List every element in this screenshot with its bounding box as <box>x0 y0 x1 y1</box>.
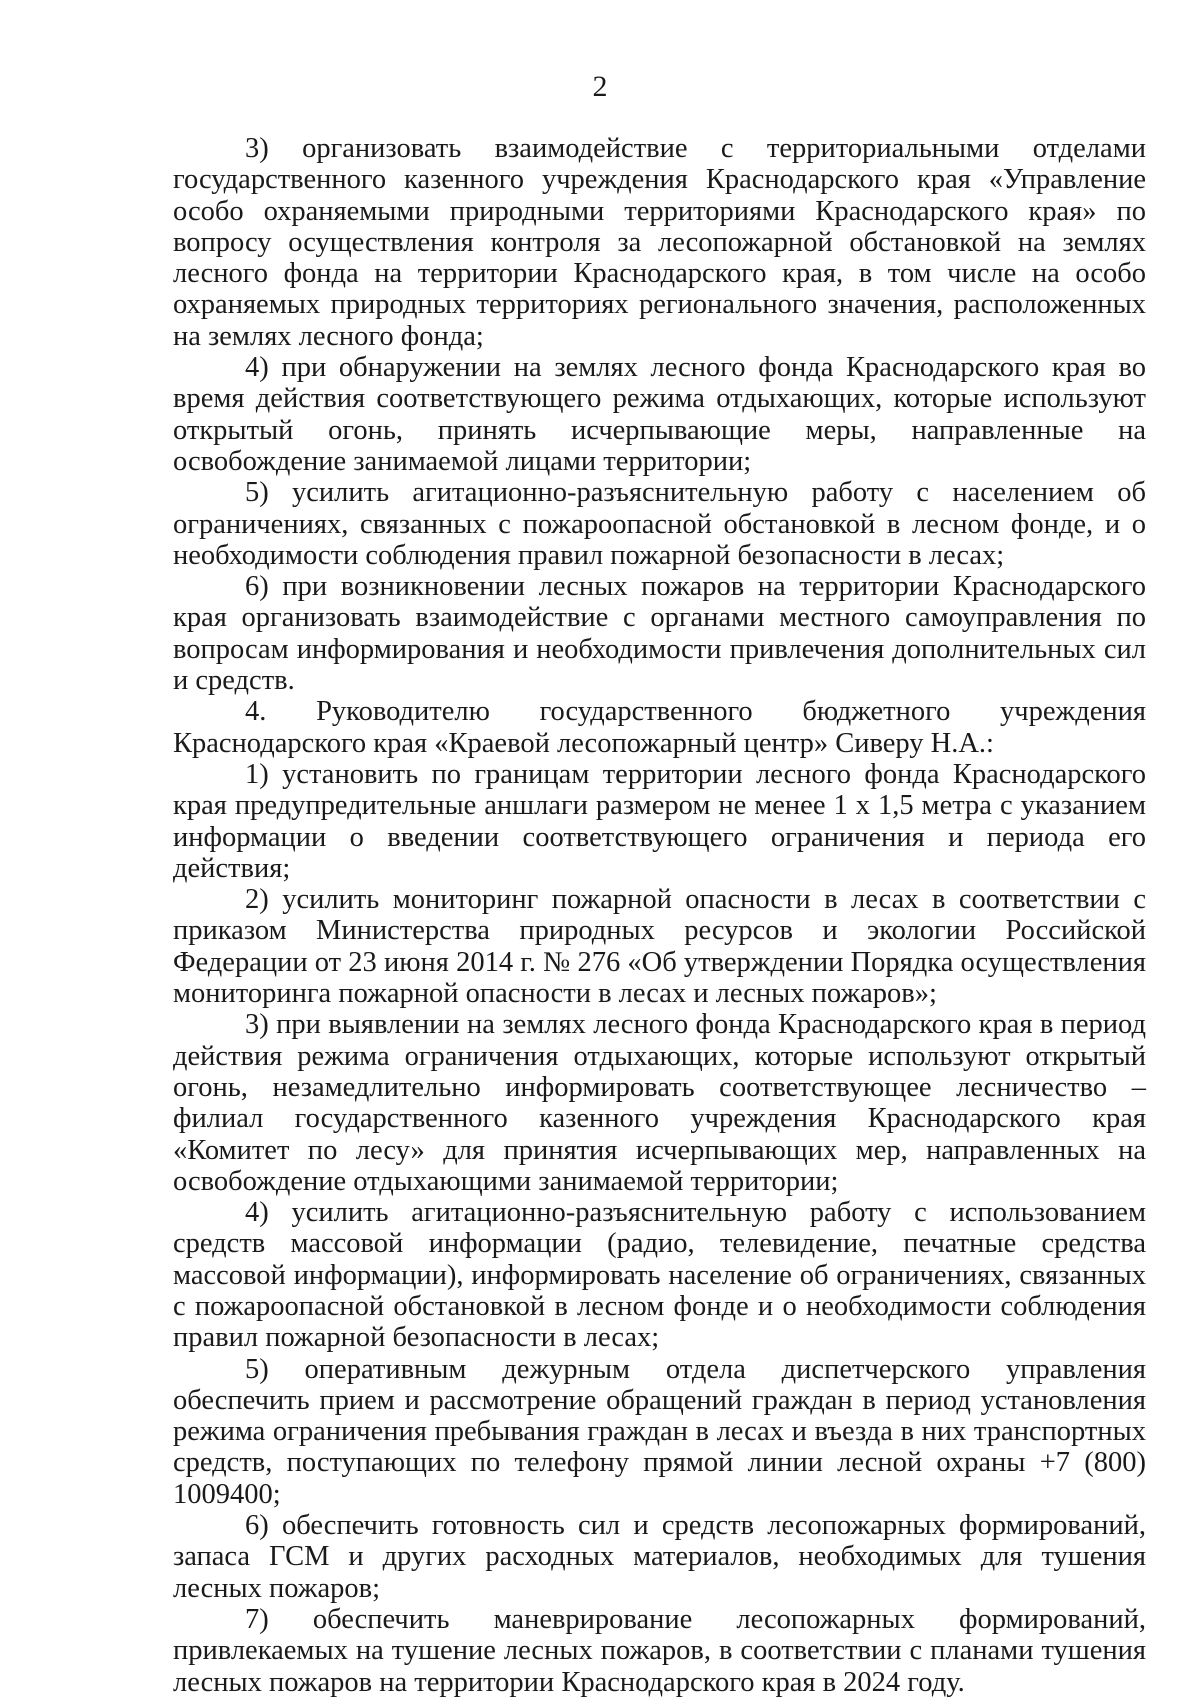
paragraph-item-3-6: 6) при возникновении лесных пожаров на территории Краснодарского края организовать взаимодействие с органами местного самоуправления по вопросам информирования и необходимости привлечения дополнительных сил и средств. <box>173 571 1146 697</box>
paragraph-item-4-7: 7) обеспечить маневрирование лесопожарных формирований, привлекаемых на тушение лесных пожаров, в соответствии с планами тушения лесных пожаров на территории Краснодарского края в 2024 году. <box>173 1603 1146 1698</box>
paragraph-item-3-4: 4) при обнаружении на землях лесного фонда Краснодарского края во время действия соответствующего режима отдыхающих, которые используют открытый огонь, принять исчерпывающие меры, направленные на освобождение занимаемой лицами территории; <box>173 352 1146 477</box>
paragraph-item-4-6: 6) обеспечить готовность сил и средств лесопожарных формирований, запаса ГСМ и других расходных материалов, необходимых для тушения лесных пожаров; <box>173 1510 1146 1604</box>
paragraph-item-4-1: 1) установить по границам территории лесного фонда Краснодарского края предупредительные аншлаги размером не менее 1 х 1,5 метра с указанием информации о введении соответствующего ограничения и периода его действия; <box>173 758 1146 884</box>
paragraph-item-4-5: 5) оперативным дежурным отдела диспетчерского управления обеспечить прием и рассмотрение обращений граждан в период установления режима ограничения пребывания граждан в лесах и въезда в них транспортных средств, поступающих по телефону прямой линии лесной охраны +7 (800) 1009400; <box>173 1353 1146 1510</box>
paragraph-item-4-3: 3) при выявлении на землях лесного фонда Краснодарского края в период действия режима ограничения отдыхающих, которые используют открытый огонь, незамедлительно информировать соответствующее лесничество – филиал государственного казенного учреждения Краснодарского края «Комитет по лесу» для принятия исчерпывающих мер, направленных на освобождение отдыхающими занимаемой территории; <box>173 1009 1146 1197</box>
paragraph-item-4-2: 2) усилить мониторинг пожарной опасности в лесах в соответствии с приказом Министерства природных ресурсов и экологии Российской Федерации от 23 июня 2014 г. № 276 «Об утверждении Порядка осуществления мониторинга пожарной опасности в лесах и лесных пожаров»; <box>173 884 1146 1010</box>
paragraph-item-4-4: 4) усилить агитационно-разъяснительную работу с использованием средств массовой информации (радио, телевидение, печатные средства массовой информации), информировать население об ограничениях, связанных с пожароопасной обстановкой в лесном фонде и о необходимости соблюдения правил пожарной безопасности в лесах; <box>173 1197 1146 1354</box>
document-body <box>173 133 1146 1698</box>
page-number: 2 <box>592 70 608 103</box>
paragraph-item-3-3: 3) организовать взаимодействие с территориальными отделами государственного казенного учреждения Краснодарского края «Управление особо охраняемыми природными территориями Краснодарского края» по вопросу осуществления контроля за лесопожарной обстановкой на землях лесного фонда на территории Краснодарского края, в том числе на особо охраняемых природных территориях регионального значения, расположенных на землях лесного фонда; <box>173 133 1146 352</box>
paragraph-item-3-5: 5) усилить агитационно-разъяснительную работу с населением об ограничениях, связанных с пожароопасной обстановкой в лесном фонде, и о необходимости соблюдения правил пожарной безопасности в лесах; <box>173 477 1146 571</box>
paragraph-section-4: 4. Руководителю государственного бюджетного учреждения Краснодарского края «Краевой лесопожарный центр» Сиверу Н.А.: <box>173 696 1146 759</box>
